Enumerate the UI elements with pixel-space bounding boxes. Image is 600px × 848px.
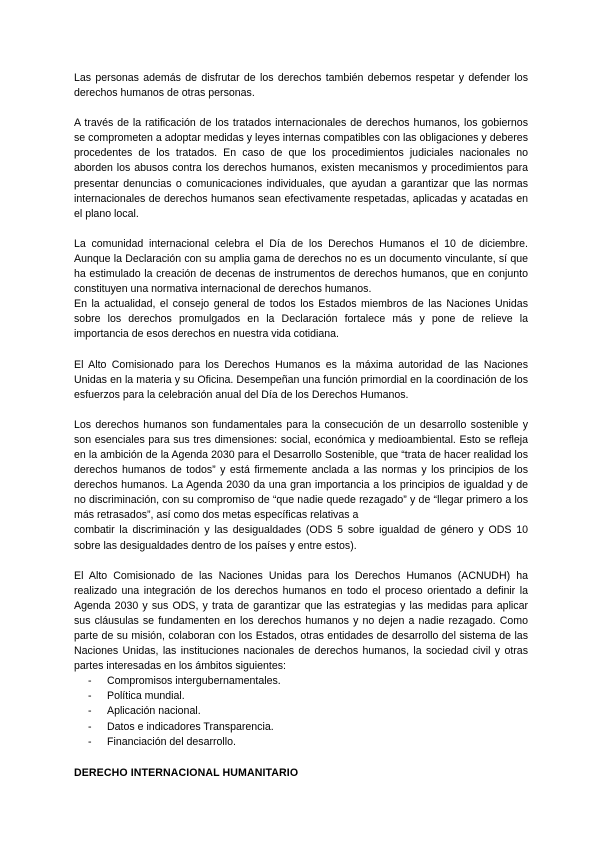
paragraph-sustainable-development: Los derechos humanos son fundamentales para la consecución de un desarrollo sostenible y son esenciales para sus tres dimensiones: social, económica y medioambiental. Esto se refleja en la ambición de la Agenda 2030 para el Desarrollo Sostenible, que “trata de hacer realidad los derechos humanos de todos” y está firmemente anclada a las normas y los principios de los derechos humanos. La Agenda 2030 da una gran importancia a los principios de igualdad y de no discriminación, con su compromiso de “que nadie quede rezagado” y de “llegar primero a los más retrasados”, así como dos metas específicas relativas a <box>74 418 528 522</box>
list-item <box>74 735 528 750</box>
bullet-marker: - <box>88 690 92 703</box>
paragraph-human-rights-day: La comunidad internacional celebra el Día de los Derechos Humanos el 10 de diciembre. Aunque la Declaración con su amplia gama de derechos no es un documento vinculante, sí que ha estimulado la creación de decenas de instrumentos de derechos humanos, que en conjunto constituyen una normativa internacional de derechos humanos. <box>74 237 528 296</box>
list-item <box>74 720 528 735</box>
list-item-text: Aplicación nacional. <box>107 705 201 718</box>
paragraph-general-council: En la actualidad, el consejo general de todos los Estados miembros de las Naciones Unidas sobre los derechos promulgados en la Declaración fortalece más y pone de relieve la importancia de esos derechos en nuestra vida cotidiana. <box>74 298 528 341</box>
list-item-text: Compromisos intergubernamentales. <box>107 675 281 688</box>
areas-list <box>74 674 528 749</box>
paragraph-discrimination-goals: combatir la discriminación y las desigualdades (ODS 5 sobre igualdad de género y ODS 10 sobre las desigualdades dentro de los países y entre estos). <box>74 524 528 552</box>
list-item-text: Política mundial. <box>107 690 185 703</box>
paragraph-respect-rights: Las personas además de disfrutar de los derechos también debemos respetar y defender los derechos humanos de otras personas. <box>74 72 528 100</box>
list-item-text: Datos e indicadores Transparencia. <box>107 720 274 733</box>
list-item-text: Financiación del desarrollo. <box>107 735 236 748</box>
section-heading: DERECHO INTERNACIONAL HUMANITARIO <box>74 766 299 779</box>
bullet-marker: - <box>88 675 92 688</box>
bullet-marker: - <box>88 720 92 733</box>
paragraph-high-commissioner: El Alto Comisionado para los Derechos Humanos es la máxima autoridad de las Naciones Unidas en la materia y su Oficina. Desempeñan una función primordial en la coordinación de los esfuerzos para la celebración anual del Día de los Derechos Humanos. <box>74 358 528 401</box>
list-item <box>74 704 528 719</box>
bullet-marker: - <box>88 705 92 718</box>
paragraph-international-treaties: A través de la ratificación de los tratados internacionales de derechos humanos, los gobiernos se comprometen a adoptar medidas y leyes internas compatibles con las obligaciones y deberes procedentes de los tratados. En caso de que los procedimientos judiciales nacionales no aborden los abusos contra los derechos humanos, existen mecanismos y procedimientos para presentar denuncias o comunicaciones individuales, que ayudan a garantizar que las normas internacionales de derechos humanos sean efectivamente respetadas, aplicadas y acatadas en el plano local. <box>74 117 528 220</box>
list-item <box>74 674 528 689</box>
bullet-marker: - <box>88 735 92 748</box>
list-item <box>74 689 528 704</box>
paragraph-acnudh: El Alto Comisionado de las Naciones Unidas para los Derechos Humanos (ACNUDH) ha realizado una integración de los derechos humanos en todo el proceso orientado a definir la Agenda 2030 y sus ODS, y trata de garantizar que las estrategias y las medidas para aplicar sus cláusulas se fundamenten en los derechos humanos y no dejen a nadie rezagado. Como parte de su misión, colaboran con los Estados, otras entidades de desarrollo del sistema de las Naciones Unidas, las instituciones nacionales de derechos humanos, la sociedad civil y otras partes interesadas en los ámbitos siguientes: <box>74 569 528 673</box>
